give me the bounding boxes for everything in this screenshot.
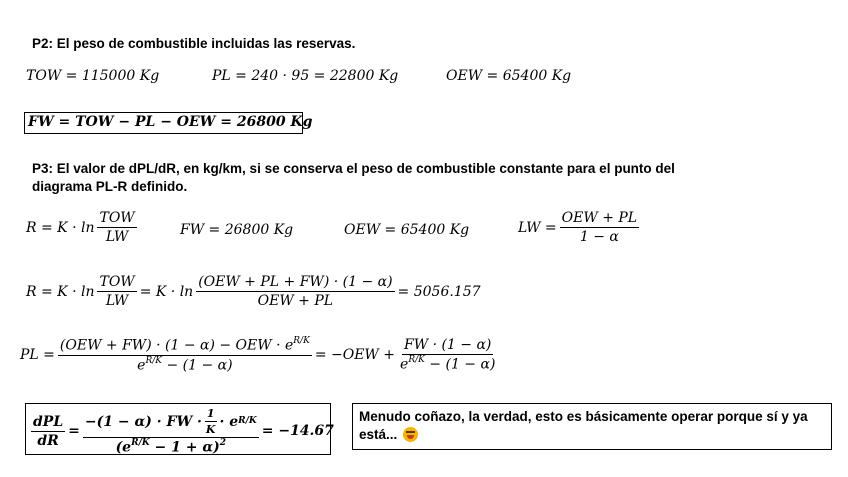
derivative-eq — [28, 407, 334, 456]
eq2-den2: OEW + PL — [257, 293, 334, 309]
eq-range-den: LW — [105, 229, 129, 245]
pl-lhs: PL = — [20, 347, 55, 364]
d-den2: $(e^{R/K} - 1 + \alpha)^2$ — [115, 438, 227, 456]
p3-heading-line2: diagrama PL-R definido. — [32, 179, 188, 194]
d-result: = −14.67 — [261, 423, 334, 440]
fw-given: FW = 26800 Kg — [180, 222, 294, 238]
pl-den2: $e^{R/K} - (1 - \alpha)$ — [400, 355, 496, 373]
eq2-fraction1 — [97, 274, 136, 309]
tow-value: TOW = 115000 Kg — [26, 68, 160, 84]
pl-num2: FW · (1 − α) — [404, 337, 492, 354]
eq2-fraction2 — [196, 274, 394, 309]
d-num: dPL — [33, 413, 64, 430]
d-den: dR — [37, 432, 59, 449]
pl-fraction2 — [398, 337, 497, 373]
comment-box — [352, 403, 832, 450]
fw-result: FW = TOW − PL − OEW = 26800 Kg — [28, 114, 313, 130]
eq2-mid: = K · ln — [139, 283, 194, 300]
eq2-den1: LW — [105, 293, 129, 309]
p3-heading — [32, 160, 812, 196]
p2-heading: P2: El peso de combustible incluidas las reservas. — [32, 36, 356, 51]
derivative-box — [25, 403, 334, 456]
comment-text: Menudo coñazo, la verdad, esto es básicamente operar porque sí y ya está... — [359, 409, 808, 442]
pl-value: PL = 240 · 95 = 22800 Kg — [212, 68, 399, 84]
eq2-lhs: R = K · ln — [26, 283, 95, 300]
eq-lw-fraction — [560, 210, 639, 245]
pl-num1: (OEW + FW) · (1 − α) − OEW · $e^{R/K}$ — [59, 336, 310, 354]
pl-den1: $e^{R/K} - (1 - \alpha)$ — [137, 355, 233, 374]
eq-lw — [518, 210, 642, 245]
d-eq: = — [68, 423, 80, 440]
eq-lw-den: 1 − α — [579, 229, 619, 245]
p3-heading-line1: P3: El valor de dPL/dR, en kg/km, si se conserva el peso de combustible constante para el punto del — [32, 161, 675, 176]
eq-lw-num: OEW + PL — [561, 210, 638, 226]
eq-payload — [20, 337, 500, 373]
d-fraction2 — [83, 407, 259, 456]
eq-range-num: TOW — [99, 210, 135, 226]
fw-result-box — [24, 112, 313, 134]
eq-range-expanded — [26, 274, 481, 309]
eq-lw-lhs: LW = — [518, 219, 557, 236]
d-num2: −(1 − α) · FW · $\frac{1}{K}$ · e $^{R/K}$ — [84, 407, 257, 436]
eq-range-fraction — [97, 210, 136, 245]
eq-range — [26, 210, 140, 245]
eq-range-lhs: R = K · ln — [26, 219, 95, 236]
frustrated-face-icon — [403, 427, 418, 442]
eq2-num1: TOW — [99, 274, 135, 290]
d-fraction — [31, 414, 65, 449]
eq2-result: = 5056.157 — [397, 283, 481, 300]
pl-mid: = −OEW + — [314, 347, 396, 364]
pl-fraction1 — [58, 337, 312, 373]
eq2-num2: (OEW + PL + FW) · (1 − α) — [198, 274, 393, 290]
oew-value: OEW = 65400 Kg — [446, 68, 572, 84]
oew-given: OEW = 65400 Kg — [344, 222, 470, 238]
